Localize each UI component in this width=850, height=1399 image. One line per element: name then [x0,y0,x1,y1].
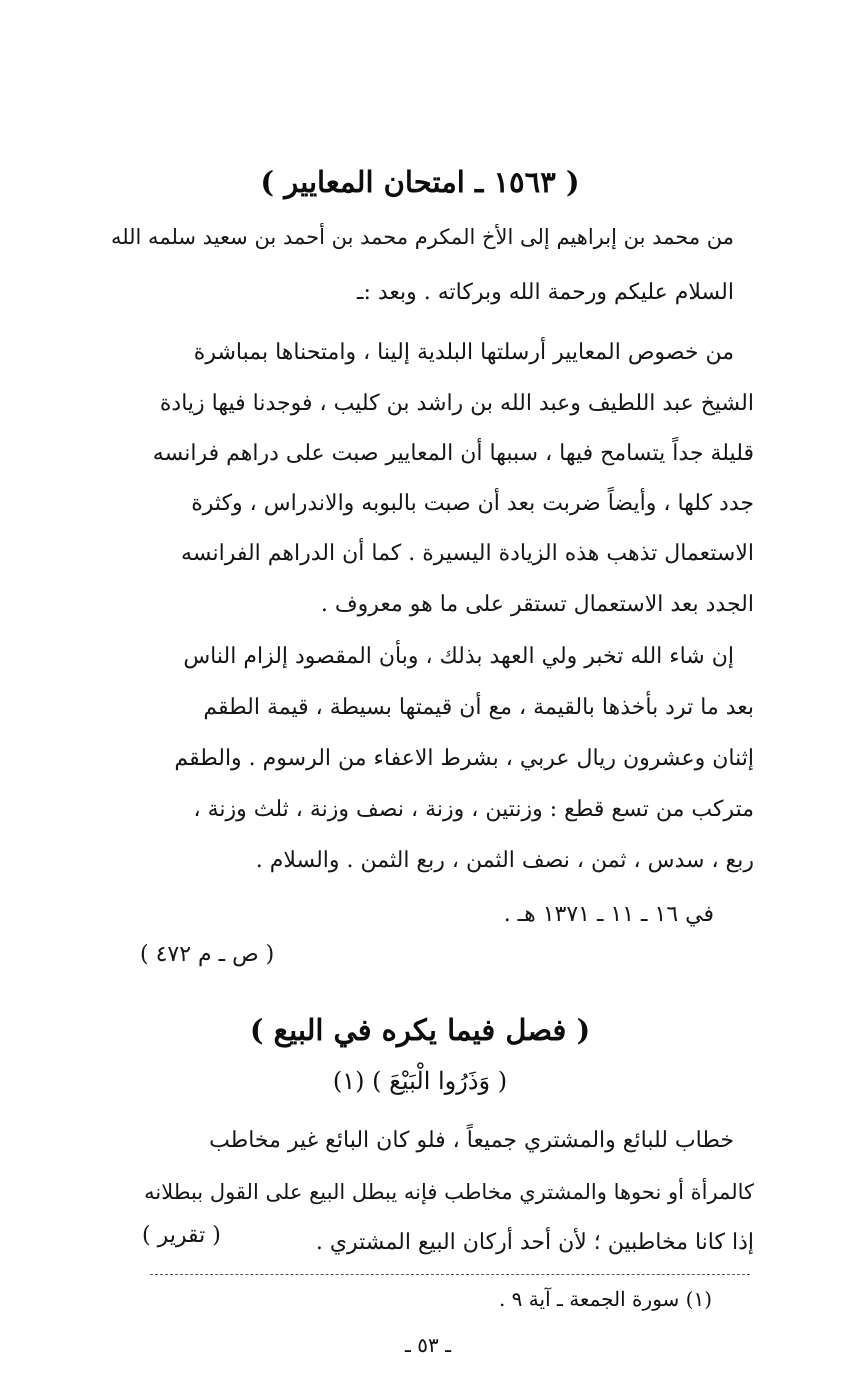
paragraph-line: جدد كلها ، وأيضاً ضربت بعد أن صبت بالبوبه والاندراس ، وكثرة [191,491,754,516]
paragraph-line: متركب من تسع قطع : وزنتين ، وزنة ، نصف وزنة ، ثلث وزنة ، [193,797,754,822]
paragraph-line: الجدد بعد الاستعمال تستقر على ما هو معروف . [320,592,754,617]
section-title-2: ( فصل فيما يكره في البيع ) [249,1013,591,1047]
footnote-divider [150,1274,750,1275]
footnote: (١) سورة الجمعة ـ آية ٩ . [498,1287,712,1311]
letter-date: في ١٦ ـ ١١ ـ ١٣٧١ هـ . [503,902,714,927]
source-tag: ( تقرير ) [142,1223,221,1248]
paragraph-line: إن شاء الله تخبر ولي العهد بذلك ، وبأن المقصود إلزام الناس [183,644,734,669]
paragraph-line: بعد ما ترد بأخذها بالقيمة ، مع أن قيمتها بسيطة ، قيمة الطقم [203,695,754,720]
source-reference: ( ص ـ م ٤٧٢ ) [140,942,275,967]
paragraph-line: ربع ، سدس ، ثمن ، نصف الثمن ، ربع الثمن . والسلام . [255,848,754,873]
paragraph-line: كالمرأة أو نحوها والمشتري مخاطب فإنه يبطل البيع على القول ببطلانه [144,1180,754,1204]
paragraph-line: خطاب للبائع والمشتري جميعاً ، فلو كان البائع غير مخاطب [209,1128,734,1153]
paragraph-line: من خصوص المعايير أرسلتها البلدية إلينا ، وامتحناها بمباشرة [193,340,734,365]
paragraph-line: الشيخ عبد اللطيف وعبد الله بن راشد بن كليب ، فوجدنا فيها زيادة [159,391,754,416]
page-number: ـ ٥٣ ـ [405,1333,451,1357]
section-title-1: ( ١٥٦٣ ـ امتحان المعايير ) [260,165,580,199]
paragraph-line: الاستعمال تذهب هذه الزيادة اليسيرة . كما أن الدراهم الفرانسه [181,541,754,566]
paragraph-line: قليلة جداً يتسامح فيها ، سببها أن المعايير صبت على دراهم فرانسه [152,441,754,466]
paragraph-line: إذا كانا مخاطبين ؛ لأن أحد أركان البيع المشتري . [315,1230,754,1255]
letter-greeting: السلام عليكم ورحمة الله وبركاته . وبعد :ـ [357,280,734,305]
letter-header-line: من محمد بن إبراهيم إلى الأخ المكرم محمد بن أحمد بن سعيد سلمه الله [110,225,734,249]
quranic-verse: ( وَذَرُوا الْبَيْعَ ) (١) [332,1067,508,1095]
paragraph-line: إثنان وعشرون ريال عربي ، بشرط الاعفاء من الرسوم . والطقم [174,746,754,771]
